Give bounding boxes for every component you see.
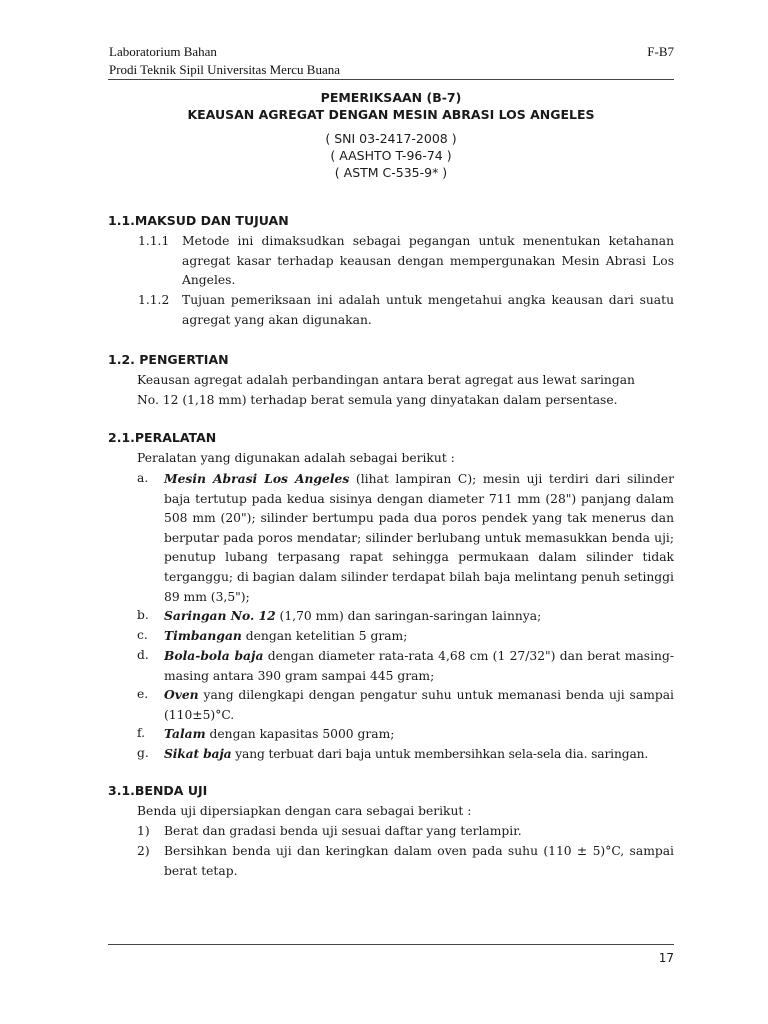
header-form-code: F-B7: [647, 44, 674, 59]
equipment-desc: yang dilengkapi dengan pengatur suhu untuk memanasi benda uji sampai (110±5)°C.: [164, 688, 674, 722]
equipment-intro: Peralatan yang digunakan adalah sebagai berikut :: [137, 451, 455, 465]
list-marker: d.: [137, 648, 149, 662]
section-heading-1-1: 1.1.MAKSUD DAN TUJUAN: [108, 213, 289, 228]
equipment-item: [164, 469, 674, 607]
equipment-term: Mesin Abrasi Los Angeles: [164, 471, 350, 486]
list-marker: a.: [137, 471, 149, 485]
section-heading-2-1: 2.1.PERALATAN: [108, 430, 217, 445]
section-heading-3-1: 3.1.BENDA UJI: [108, 783, 208, 798]
page-number: 17: [658, 951, 674, 965]
equipment-desc: dengan diameter rata-rata 4,68 cm (1 27/32") dan berat masing-masing antara 390 gram sampai 445 gram;: [164, 649, 674, 683]
specimen-step: Berat dan gradasi benda uji sesuai daftar yang terlampir.: [164, 824, 522, 838]
equipment-item: [164, 606, 674, 627]
equipment-item: [164, 626, 674, 647]
list-marker: g.: [137, 746, 149, 760]
equipment-desc: dengan kapasitas 5000 gram;: [205, 727, 395, 741]
standard-astm: ( ASTM C-535-9* ): [334, 165, 448, 180]
item-number: 1.1.2: [138, 293, 170, 307]
equipment-desc: (1,70 mm) dan saringan-saringan lainnya;: [275, 609, 542, 623]
list-marker: b.: [137, 608, 149, 622]
equipment-desc: (lihat lampiran C); mesin uji terdiri dari silinder baja tertutup pada kedua sisinya dengan diameter 711 mm (28") panjang dalam 508 mm (20"); silinder bertumpu pada dua poros pendek yang tak menerus dan berputar pada poros mendatar; silinder berlubang untuk memasukkan benda uji; penutup lubang terpasang rapat sehingga permukaan dalam silinder tidak terganggu; di bagian dalam silinder terdapat bilah baja melintang penuh setinggi 89 mm (3,5");: [164, 472, 674, 604]
equipment-desc: dengan ketelitian 5 gram;: [241, 629, 408, 643]
doc-title: PEMERIKSAAN (B-7): [320, 90, 462, 105]
equipment-item: [164, 685, 674, 725]
specimen-intro: Benda uji dipersiapkan dengan cara sebagai berikut :: [137, 804, 472, 818]
equipment-term: Saringan No. 12: [164, 608, 276, 623]
equipment-term: Bola-bola baja: [164, 648, 264, 663]
list-marker: f.: [137, 726, 146, 740]
equipment-term: Talam: [164, 726, 206, 741]
standard-aashto: ( AASHTO T-96-74 ): [330, 148, 452, 163]
equipment-desc: yang terbuat dari baja untuk membersihkan sela-sela dia. saringan.: [231, 747, 649, 761]
item-number: 1.1.1: [138, 234, 170, 248]
equipment-item: [164, 646, 674, 686]
equipment-term: Oven: [164, 687, 199, 702]
item-text: Metode ini dimaksudkan sebagai pegangan untuk menentukan ketahanan agregat kasar terhadap keausan dengan mempergunakan Mesin Abrasi Los Angeles.: [182, 234, 674, 288]
item-text: Tujuan pemeriksaan ini adalah untuk mengetahui angka keausan dari suatu agregat yang akan digunakan.: [182, 293, 674, 327]
header-department: Prodi Teknik Sipil Universitas Mercu Buana: [109, 62, 341, 77]
list-marker: 1): [137, 824, 150, 838]
list-marker: 2): [137, 844, 150, 858]
equipment-term: Timbangan: [164, 628, 242, 643]
header-divider: [108, 79, 674, 80]
equipment-item: [164, 724, 674, 745]
standard-sni: ( SNI 03-2417-2008 ): [325, 131, 457, 146]
equipment-term: Sikat baja: [164, 746, 232, 761]
specimen-step: Bersihkan benda uji dan keringkan dalam oven pada suhu (110 ± 5)°C, sampai berat tetap.: [164, 844, 674, 878]
list-marker: c.: [137, 628, 148, 642]
equipment-item: [164, 744, 684, 765]
section-heading-1-2: 1.2. PENGERTIAN: [108, 352, 229, 367]
doc-subtitle: KEAUSAN AGREGAT DENGAN MESIN ABRASI LOS ANGELES: [187, 107, 595, 122]
header-lab-name: Laboratorium Bahan: [109, 44, 217, 59]
footer-divider: [108, 944, 674, 945]
definition-text: Keausan agregat adalah perbandingan antara berat agregat aus lewat saringan No. 12 (1,18 mm) terhadap berat semula yang dinyatakan dalam persentase.: [137, 373, 635, 407]
list-marker: e.: [137, 687, 149, 701]
